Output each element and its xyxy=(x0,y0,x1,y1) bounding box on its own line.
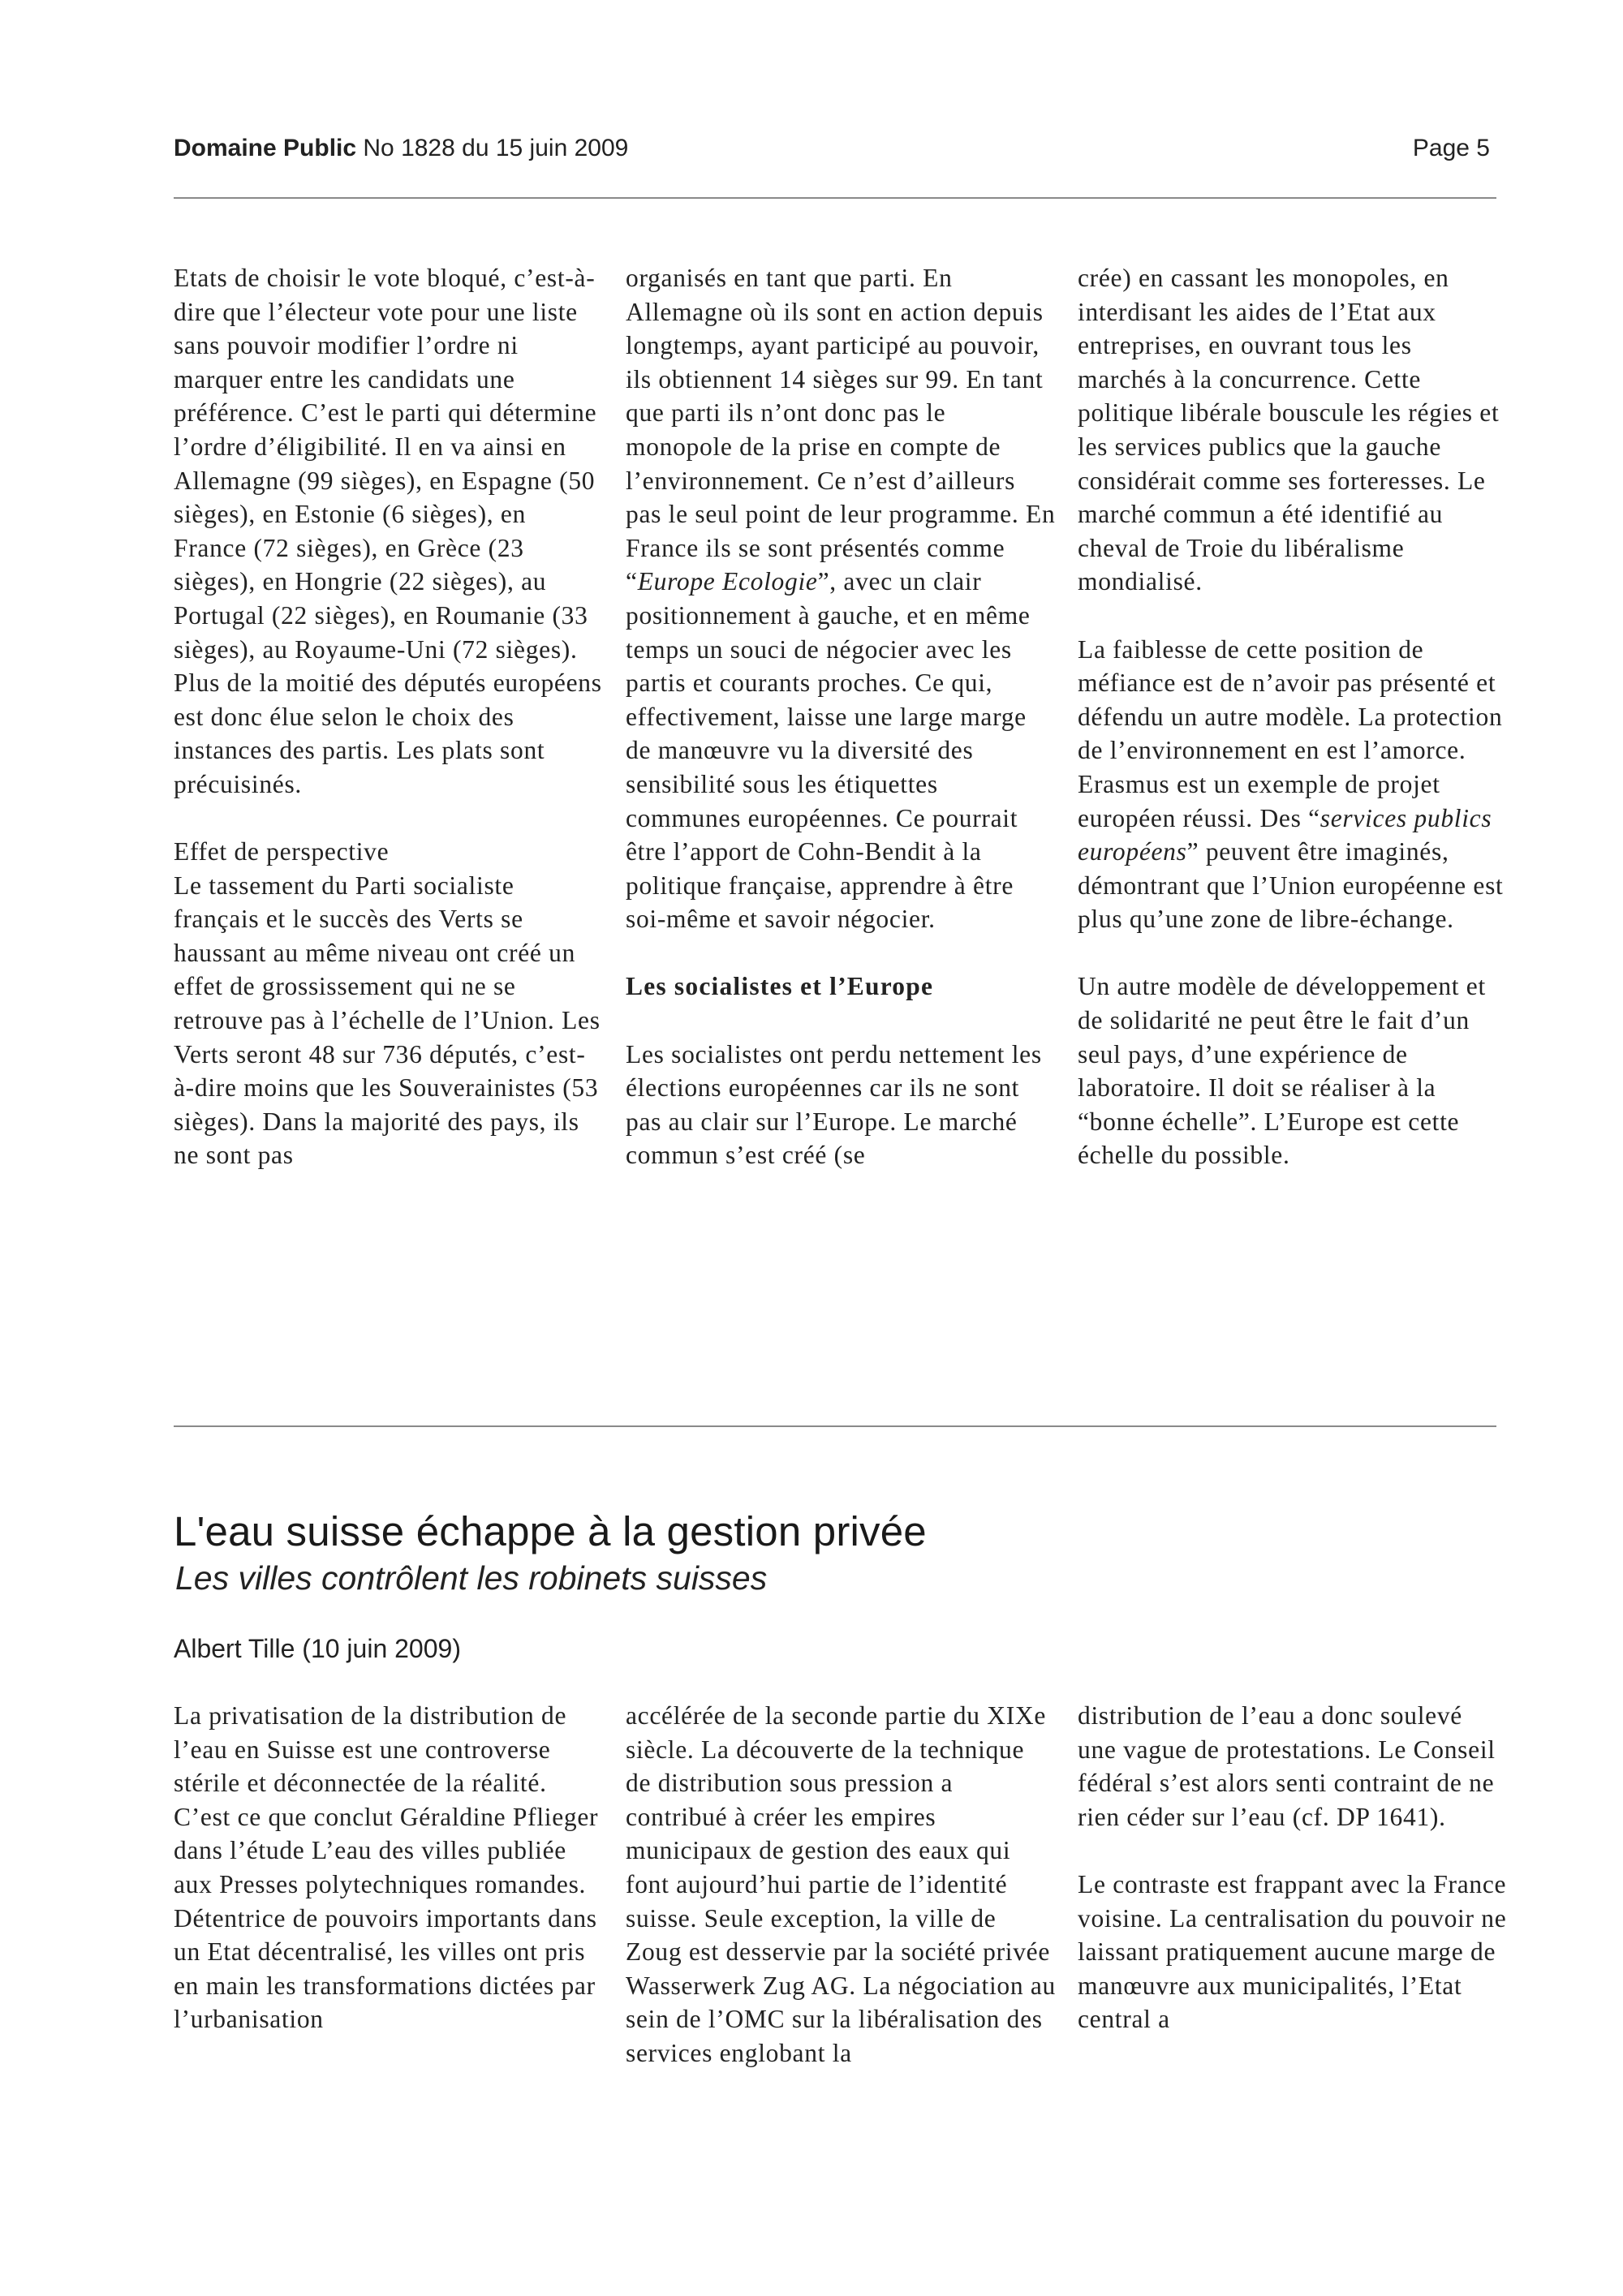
page-number: Page 5 xyxy=(1412,135,1490,161)
page-header xyxy=(174,135,1490,169)
paragraph: Les socialistes ont perdu nettement les élections européennes car ils ne sont pas au clair sur l’Europe. Le marché commun s’est créé (se xyxy=(626,1039,1042,1170)
article2-column-2 xyxy=(626,1699,1056,2070)
publication-name: Domaine Public xyxy=(174,135,357,161)
paragraph: accélérée de la seconde partie du XIXe siècle. La découverte de la technique de distribution sous pression a contribué à créer les empires municipaux de gestion des eaux qui font aujourd’hui partie de l’identité suisse. Seule exception, la ville de Zoug est desservie par la société privée Wasserwerk Zug AG. La négociation au sein de l’OMC sur la libéralisation des services englobant la xyxy=(626,1701,1056,2067)
article-title: L'eau suisse échappe à la gestion privée xyxy=(174,1508,927,1554)
paragraph xyxy=(174,835,604,1172)
paragraph-text: ” peuvent être imaginés, démontrant que l’Union européenne est plus qu’une zone de libre-échange. xyxy=(1078,837,1504,934)
paragraph: Le contraste est frappant avec la France voisine. La centralisation du pouvoir ne laissant pratiquement aucune marge de manœuvre aux municipalités, l’Etat central a xyxy=(1078,1869,1507,2034)
article1-column-2 xyxy=(626,261,1056,1172)
paragraph: Etats de choisir le vote bloqué, c’est-à-dire que l’électeur vote pour une liste sans pouvoir modifier l’ordre ni marquer entre les candidats une préférence. C’est le parti qui détermine l’ordre d’éligibilité. Il en va ainsi en Allemagne (99 sièges), en Espagne (50 sièges), en Estonie (6 sièges), en France (72 sièges), en Grèce (23 sièges), en Hongrie (22 sièges), au Portugal (22 sièges), en Roumanie (33 sièges), au Royaume-Uni (72 sièges). Plus de la moitié des députés européens est donc élue selon le choix des instances des partis. Les plats sont précuisinés. xyxy=(174,264,602,798)
emphasis: services publics européens xyxy=(1078,803,1492,866)
paragraph-text: organisés en tant que parti. En Allemagne où ils sont en action depuis longtemps, ayant participé au pouvoir, ils obtiennent 14 sièges sur 99. En tant que parti ils n’ont donc pas le monopole de la prise en compte de l’environnement. Ce n’est d’ailleurs pas le seul point de leur programme. En France ils se sont présentés comme “ xyxy=(626,264,1056,596)
section-heading: Les socialistes et l’Europe xyxy=(626,972,934,1001)
article2-column-1 xyxy=(174,1699,604,2036)
article-subtitle: Les villes contrôlent les robinets suisses xyxy=(175,1559,768,1597)
emphasis: Europe Ecologie xyxy=(637,567,818,596)
paragraph-text: Le tassement du Parti socialiste français et le succès des Verts se haussant au même niveau ont créé un effet de grossissement qui ne se retrouve pas à l’échelle de l’Union. Les Verts seront 48 sur 736 députés, c’est-à-dire moins que les Souverainistes (53 sièges). Dans la majorité des pays, ils ne sont pas xyxy=(174,871,601,1170)
paragraph: Un autre modèle de développement et de solidarité ne peut être le fait d’un seul pays, d’une expérience de laboratoire. Il doit se réaliser à la “bonne échelle”. L’Europe est cette échelle du possible. xyxy=(1078,972,1486,1170)
paragraph: crée) en cassant les monopoles, en interdisant les aides de l’Etat aux entreprises, en ouvrant tous les marchés à la concurrence. Cette politique libérale bouscule les régies et les services publics que la gauche considérait comme ses forteresses. Le marché commun a été identifié au cheval de Troie du libéralisme mondialisé. xyxy=(1078,264,1500,596)
article-divider xyxy=(174,1425,1496,1427)
paragraph xyxy=(626,261,1056,936)
paragraph: La privatisation de la distribution de l’eau en Suisse est une controverse stérile et déconnectée de la réalité. C’est ce que conclut Géraldine Pflieger dans l’étude L’eau des villes publiée aux Presses polytechniques romandes. Détentrice de pouvoirs importants dans un Etat décentralisé, les villes ont pris en main les transformations dictées par l’urbanisation xyxy=(174,1701,599,2034)
article1-column-3 xyxy=(1078,261,1508,1172)
article2-column-3 xyxy=(1078,1699,1508,2036)
paragraph-text: La faiblesse de cette position de méfiance est de n’avoir pas présenté et défendu un autre modèle. La protection de l’environnement en est l’amorce. Erasmus est un exemple de projet européen réussi. Des “ xyxy=(1078,634,1503,832)
article1-column-1 xyxy=(174,261,604,1172)
subheading: Effet de perspective xyxy=(174,837,390,866)
paragraph: distribution de l’eau a donc soulevé une vague de protestations. Le Conseil fédéral s’est alors senti contraint de ne rien céder sur l’eau (cf. DP 1641). xyxy=(1078,1701,1496,1831)
header-divider xyxy=(174,197,1496,199)
article-byline: Albert Tille (10 juin 2009) xyxy=(174,1634,461,1663)
paragraph-text: ”, avec un clair positionnement à gauche, et en même temps un souci de négocier avec les partis et courants proches. Ce qui, effectivement, laisse une large marge de manœuvre vu la diversité des sensibilité sous les étiquettes communes européennes. Ce pourrait être l’apport de Cohn-Bendit à la politique française, apprendre à être soi-même et savoir négocier. xyxy=(626,567,1031,934)
paragraph xyxy=(1078,633,1508,936)
issue-info: No 1828 du 15 juin 2009 xyxy=(356,135,629,161)
